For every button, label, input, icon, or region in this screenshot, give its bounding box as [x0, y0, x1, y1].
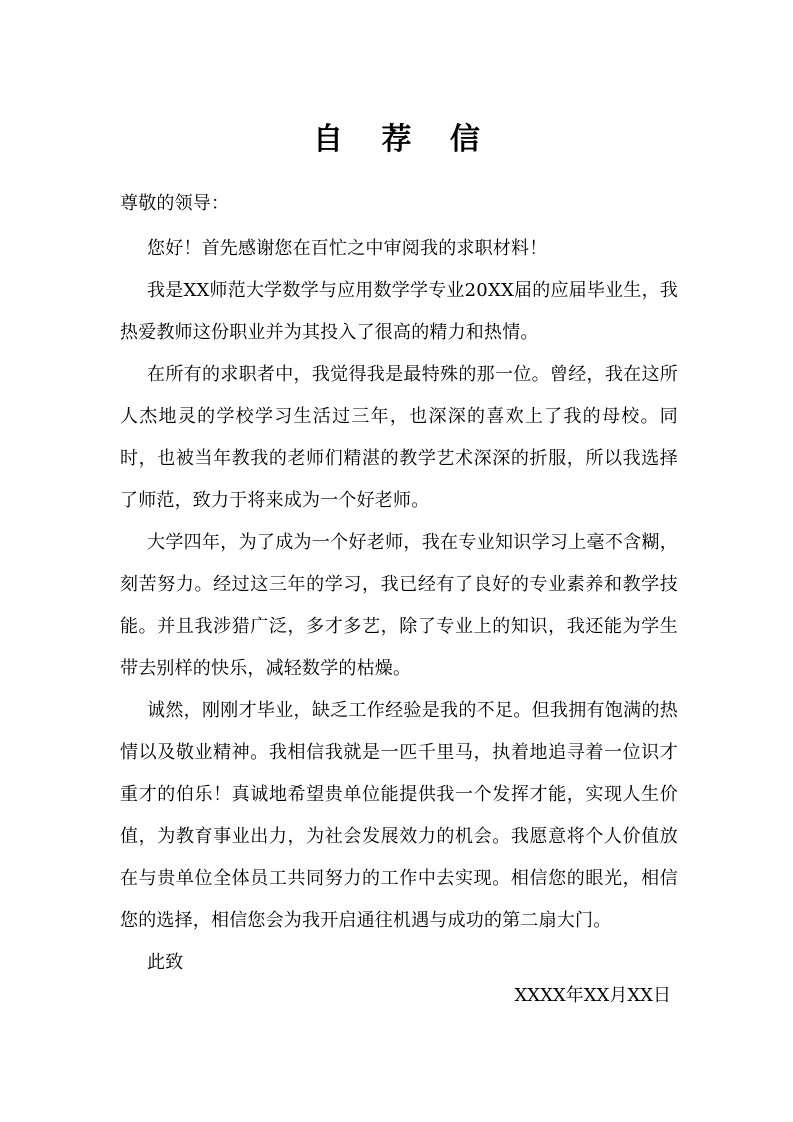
- letter-title: 自 荐 信: [313, 122, 494, 157]
- paragraph-background: 在所有的求职者中，我觉得我是最特殊的那一位。曾经，我在这所人杰地灵的学校学习生活过三年，也深深的喜欢上了我的母校。同时，也被当年教我的老师们精湛的教学艺术深深的折服，所以我选择了师范，致力于将来成为一个好老师。: [120, 364, 678, 511]
- paragraph-greeting: 您好！首先感谢您在百忙之中审阅我的求职材料！: [147, 238, 548, 259]
- salutation: 尊敬的领导：: [120, 193, 230, 214]
- paragraph-introduction: 我是XX师范大学数学与应用数学学专业20XX届的应届毕业生，我热爱教师这份职业并为其投入了很高的精力和热情。: [120, 280, 678, 343]
- paragraph-university: 大学四年，为了成为一个好老师，我在专业知识学习上毫不含糊，刻苦努力。经过这三年的学习，我已经有了良好的专业素养和教学技能。并且我涉猎广泛，多才多艺，除了专业上的知识，我还能为学生带去别样的快乐，减轻数学的枯燥。: [120, 532, 678, 679]
- letter-body: [120, 189, 678, 984]
- closing: 此致: [147, 952, 184, 973]
- paragraph-conclusion: 诚然，刚刚才毕业，缺乏工作经验是我的不足。但我拥有饱满的热情以及敬业精神。我相信我就是一匹千里马，执着地追寻着一位识才重才的伯乐！真诚地希望贵单位能提供我一个发挥才能，实现人生价值，为教育事业出力，为社会发展效力的机会。我愿意将个人价值放在与贵单位全体员工共同努力的工作中去实现。相信您的眼光，相信您的选择，相信您会为我开启通往机遇与成功的第二扇大门。: [120, 700, 678, 931]
- letter-date: XXXX年XX月XX日: [514, 985, 671, 1006]
